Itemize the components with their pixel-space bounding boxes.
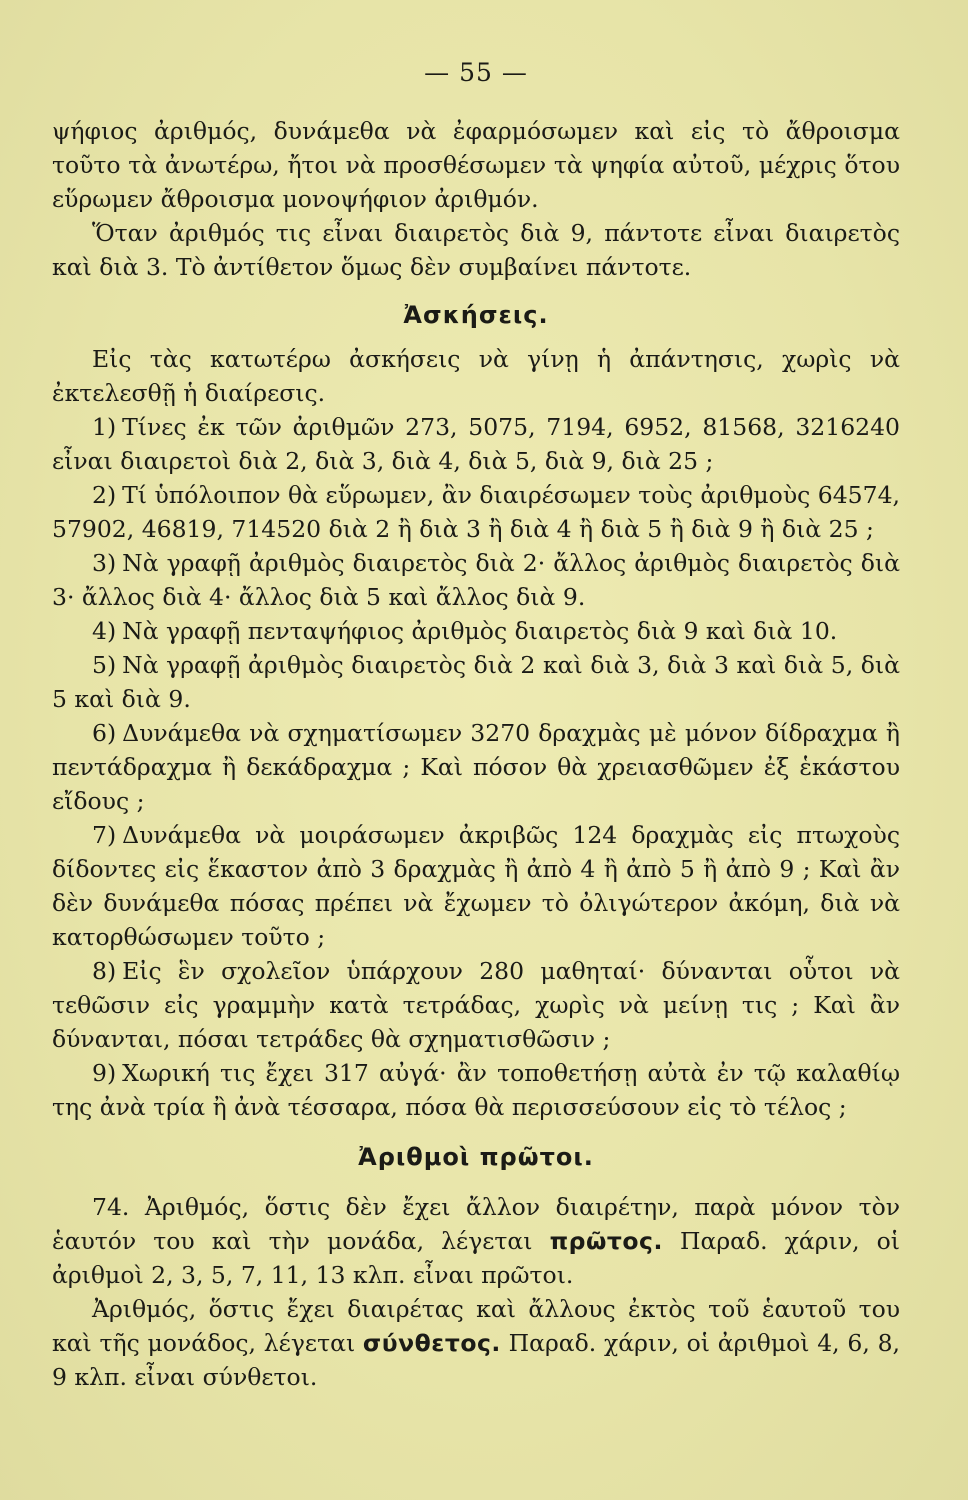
exercise-number: 1) bbox=[92, 413, 117, 441]
exercise-item bbox=[52, 410, 900, 478]
exercise-item bbox=[52, 1056, 900, 1124]
prime-example-text: Παραδ. χάριν, οἱ ἀριθμοὶ 2, 3, 5, 7, 11, 13 κλπ. εἶναι πρῶτοι. bbox=[52, 1227, 900, 1289]
exercise-number: 7) bbox=[92, 821, 117, 849]
intro-paragraph-1: ψήφιος ἀριθμός, δυνάμεθα νὰ ἐφαρμόσωμεν καὶ εἰς τὸ ἄθροισμα τοῦτο τὰ ἀνωτέρω, ἤτοι νὰ προσθέσωμεν τὰ ψηφία αὐτοῦ, μέχρις ὅτου εὕρωμεν ἄθροισμα μονοψήφιον ἀριθμόν. bbox=[52, 117, 900, 213]
exercise-text: Νὰ γραφῇ ἀριθμὸς διαιρετὸς διὰ 2 καὶ διὰ 3, διὰ 3 καὶ διὰ 5, διὰ 5 καὶ διὰ 9. bbox=[52, 651, 900, 713]
exercise-number: 9) bbox=[92, 1059, 117, 1087]
composite-term: σύνθετος. bbox=[362, 1329, 501, 1357]
exercise-number: 8) bbox=[92, 957, 117, 985]
exercise-text: Νὰ γραφῇ πενταψήφιος ἀριθμὸς διαιρετὸς διὰ 9 καὶ διὰ 10. bbox=[122, 617, 838, 645]
exercise-item bbox=[52, 614, 900, 648]
exercises-intro: Εἰς τὰς κατωτέρω ἀσκήσεις νὰ γίνῃ ἡ ἀπάντησις, χωρὶς νὰ ἐκτελεσθῇ ἡ διαίρεσις. bbox=[52, 345, 900, 407]
page-number: — 55 — bbox=[424, 58, 528, 87]
prime-definition-text: 74. Ἀριθμός, ὅστις δὲν ἔχει ἄλλον διαιρέτην, παρὰ μόνον τὸν ἑαυτόν του καὶ τὴν μονάδα, λέγεται bbox=[52, 1193, 900, 1255]
exercise-text: Τί ὑπόλοιπον θὰ εὕρωμεν, ἂν διαιρέσωμεν τοὺς ἀριθμοὺς 64574, 57902, 46819, 714520 διὰ 2 ἢ διὰ 3 ἢ διὰ 4 ἢ διὰ 5 ἢ διὰ 9 ἢ διὰ 25 ; bbox=[52, 481, 900, 543]
exercise-number: 3) bbox=[92, 549, 117, 577]
exercise-text: Νὰ γραφῇ ἀριθμὸς διαιρετὸς διὰ 2· ἄλλος ἀριθμὸς διαιρετὸς διὰ 3· ἄλλος διὰ 4· ἄλλος διὰ 5 καὶ ἄλλος διὰ 9. bbox=[52, 549, 900, 611]
exercise-list bbox=[52, 410, 900, 1124]
exercise-item bbox=[52, 954, 900, 1056]
intro-paragraph-2: Ὅταν ἀριθμός τις εἶναι διαιρετὸς διὰ 9, πάντοτε εἶναι διαιρετὸς καὶ διὰ 3. Τὸ ἀντίθετον ὅμως δὲν συμβαίνει πάντοτε. bbox=[52, 219, 900, 281]
exercise-item bbox=[52, 546, 900, 614]
composite-example-text: Παραδ. χάριν, οἱ ἀριθμοὶ 4, 6, 8, 9 κλπ. εἶναι σύνθετοι. bbox=[52, 1329, 900, 1391]
exercise-number: 4) bbox=[92, 617, 117, 645]
exercise-number: 6) bbox=[92, 719, 117, 747]
exercise-number: 2) bbox=[92, 481, 117, 509]
exercise-item bbox=[52, 716, 900, 818]
prime-definition-paragraph bbox=[52, 1190, 900, 1292]
exercise-item bbox=[52, 648, 900, 716]
composite-definition-text: Ἀριθμός, ὅστις ἔχει διαιρέτας καὶ ἄλλους ἐκτὸς τοῦ ἑαυτοῦ του καὶ τῆς μονάδος, λέγεται bbox=[52, 1295, 900, 1357]
exercise-text: Εἰς ἓν σχολεῖον ὑπάρχουν 280 μαθηταί· δύνανται οὗτοι νὰ τεθῶσιν εἰς γραμμὴν κατὰ τετράδας, χωρὶς νὰ μείνῃ τις ; Καὶ ἂν δύνανται, πόσαι τετράδες θὰ σχηματισθῶσιν ; bbox=[52, 957, 900, 1053]
exercise-text: Δυνάμεθα νὰ μοιράσωμεν ἀκριβῶς 124 δραχμὰς εἰς πτωχοὺς δίδοντες εἰς ἕκαστον ἀπὸ 3 δραχμὰς ἢ ἀπὸ 4 ἢ ἀπὸ 5 ἢ ἀπὸ 9 ; Καὶ ἂν δὲν δυνάμεθα πόσας πρέπει νὰ ἔχωμεν τὸ ὀλιγώτερον ἀκόμη, διὰ νὰ κατορθώσωμεν τοῦτο ; bbox=[52, 821, 900, 951]
exercises-heading: Ἀσκήσεις. bbox=[403, 301, 549, 329]
exercise-text: Χωρική τις ἔχει 317 αὐγά· ἂν τοποθετήσῃ αὐτὰ ἐν τῷ καλαθίῳ της ἀνὰ τρία ἢ ἀνὰ τέσσαρα, πόσα θὰ περισσεύσουν εἰς τὸ τέλος ; bbox=[52, 1059, 900, 1121]
exercise-item bbox=[52, 478, 900, 546]
exercise-text: Δυνάμεθα νὰ σχηματίσωμεν 3270 δραχμὰς μὲ μόνον δίδραχμα ἢ πεντάδραχμα ἢ δεκάδραχμα ; Καὶ πόσον θὰ χρειασθῶμεν ἐξ ἑκάστου εἴδους ; bbox=[52, 719, 900, 815]
exercise-item bbox=[52, 818, 900, 954]
primes-heading: Ἀριθμοὶ πρῶτοι. bbox=[358, 1143, 594, 1171]
composite-definition-paragraph bbox=[52, 1292, 900, 1394]
prime-term: πρῶτος. bbox=[549, 1227, 663, 1255]
exercise-number: 5) bbox=[92, 651, 117, 679]
exercise-text: Τίνες ἐκ τῶν ἀριθμῶν 273, 5075, 7194, 6952, 81568, 3216240 εἶναι διαιρετοὶ διὰ 2, διὰ 3, διὰ 4, διὰ 5, διὰ 9, διὰ 25 ; bbox=[52, 413, 900, 475]
